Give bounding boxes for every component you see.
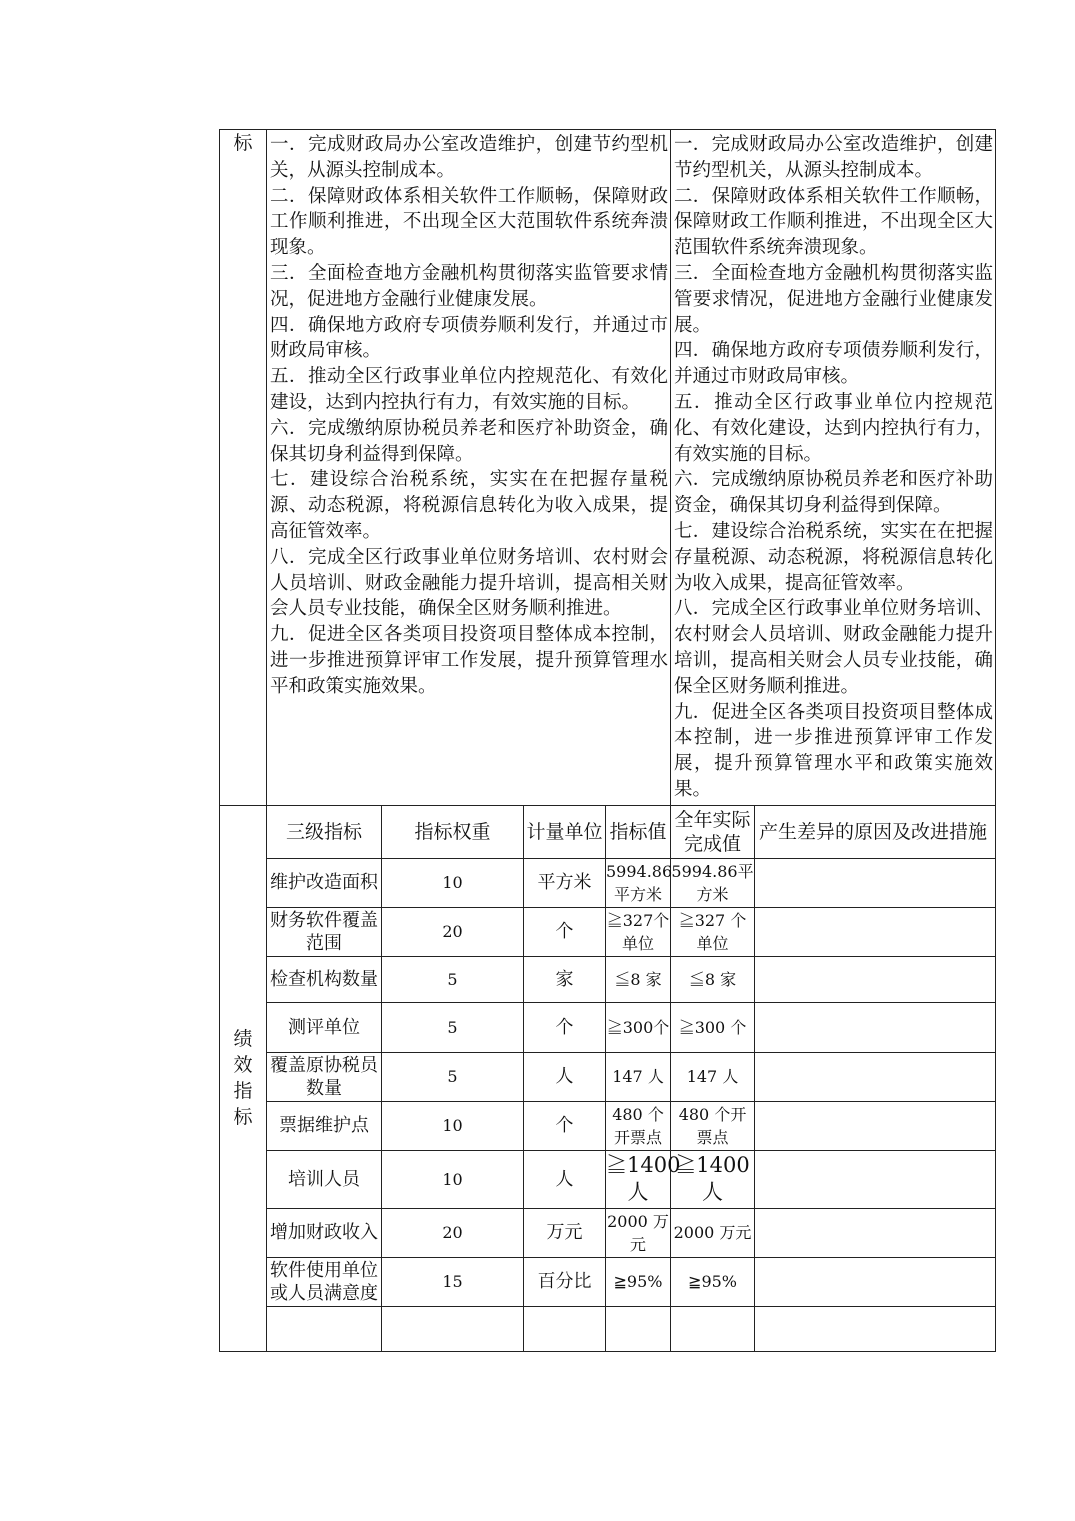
row-target: 147 人: [606, 1052, 671, 1101]
row-target: ≧327个单位: [606, 907, 671, 956]
row-weight: 5: [382, 1052, 524, 1101]
row-target: [606, 1306, 671, 1351]
row-name: 维护改造面积: [267, 858, 382, 907]
row-target: ≧300个: [606, 1002, 671, 1052]
row-unit: 个: [524, 907, 606, 956]
row-actual: 480 个开票点: [671, 1101, 755, 1150]
row-actual: ≧95%: [671, 1257, 755, 1306]
row-name: 票据维护点: [267, 1101, 382, 1150]
row-weight: 10: [382, 1101, 524, 1150]
header-reason: 产生差异的原因及改进措施: [755, 805, 996, 858]
row-reason: [755, 1306, 996, 1351]
row-target: ≦8 家: [606, 956, 671, 1002]
header-actual: 全年实际完成值: [671, 805, 755, 858]
goal-actual-2: 二．保障财政体系相关软件工作顺畅，保障财政工作顺利推进，不出现全区大范围软件系统奔溃现象。: [674, 185, 994, 259]
row-reason: [755, 1002, 996, 1052]
row-actual: ≧300 个: [671, 1002, 755, 1052]
table-row: [220, 1306, 996, 1351]
goal-planned-7: 七．建设综合治税系统，实实在在把握存量税源、动态税源，将税源信息转化为收入成果，提高征管效率。: [270, 469, 669, 542]
row-actual: ≧327 个单位: [671, 907, 755, 956]
row-weight: 10: [382, 858, 524, 907]
row-name: 培训人员: [267, 1150, 382, 1208]
row-reason: [755, 1257, 996, 1306]
goal-actual-7: 七．建设综合治税系统，实实在在把握存量税源、动态税源，将税源信息转化为收入成果，提高征管效率。: [674, 520, 994, 594]
header-target: 指标值: [606, 805, 671, 858]
row-unit: 万元: [524, 1208, 606, 1257]
row-reason: [755, 907, 996, 956]
table-row: [220, 956, 996, 1002]
row-unit: [524, 1306, 606, 1351]
goal-actual-4: 四．确保地方政府专项债券顺利发行，并通过市财政局审核。: [674, 340, 994, 388]
row-target: ≧95%: [606, 1257, 671, 1306]
goal-actual-5: 五．推动全区行政事业单位内控规范化、有效化建设，达到内控执行有力，有效实施的目标。: [674, 391, 994, 465]
row-reason: [755, 1208, 996, 1257]
row-name: 检查机构数量: [267, 956, 382, 1002]
row-unit: 人: [524, 1052, 606, 1101]
row-name: 测评单位: [267, 1002, 382, 1052]
row-reason: [755, 956, 996, 1002]
row-name: 财务软件覆盖范围: [267, 907, 382, 956]
row-unit: 家: [524, 956, 606, 1002]
row-reason: [755, 1150, 996, 1208]
row-weight: 5: [382, 1002, 524, 1052]
table-row: [220, 1101, 996, 1150]
row-unit: 个: [524, 1101, 606, 1150]
row-name: 软件使用单位或人员满意度: [267, 1257, 382, 1306]
goal-planned-1: 一．完成财政局办公室改造维护，创建节约型机关，从源头控制成本。: [270, 134, 669, 181]
goal-planned-4: 四．确保地方政府专项债券顺利发行，并通过市财政局审核。: [270, 314, 669, 362]
row-unit: 个: [524, 1002, 606, 1052]
goals-row: [220, 130, 996, 806]
table-row: [220, 1052, 996, 1101]
goal-actual-9: 九．促进全区各类项目投资项目整体成本控制，进一步推进预算评审工作发展，提升预算管理水平和政策实施效果。: [674, 701, 994, 800]
row-weight: [382, 1306, 524, 1351]
goal-planned-9: 九．促进全区各类项目投资项目整体成本控制，进一步推进预算评审工作发展，提升预算管理水平和政策实施效果。: [270, 624, 669, 697]
table-row: [220, 858, 996, 907]
goal-planned-5: 五．推动全区行政事业单位内控规范化、有效化建设，达到内控执行有力，有效实施的目标。: [270, 366, 669, 413]
row-actual: ≧1400人: [671, 1150, 755, 1208]
row-target: 5994.86平方米: [606, 858, 671, 907]
row-unit: 人: [524, 1150, 606, 1208]
row-target: 480 个开票点: [606, 1101, 671, 1150]
header-weight: 指标权重: [382, 805, 524, 858]
goal-planned-3: 三．全面检查地方金融机构贯彻落实监管要求情况，促进地方金融行业健康发展。: [270, 262, 669, 310]
row-name: 覆盖原协税员数量: [267, 1052, 382, 1101]
header-unit: 计量单位: [524, 805, 606, 858]
row-unit: 平方米: [524, 858, 606, 907]
row-target: 2000 万元: [606, 1208, 671, 1257]
goals-planned-cell: [267, 130, 671, 806]
goal-planned-2: 二．保障财政体系相关软件工作顺畅，保障财政工作顺利推进，不出现全区大范围软件系统奔溃现象。: [270, 185, 669, 259]
row-reason: [755, 1052, 996, 1101]
goal-planned-6: 六．完成缴纳原协税员养老和医疗补助资金，确保其切身利益得到保障。: [270, 417, 669, 465]
row-name: [267, 1306, 382, 1351]
table-row: [220, 907, 996, 956]
table-row: [220, 1150, 996, 1208]
row-actual: 147 人: [671, 1052, 755, 1101]
goals-row-label: 标: [220, 130, 267, 806]
row-unit: 百分比: [524, 1257, 606, 1306]
row-name: 增加财政收入: [267, 1208, 382, 1257]
table-row: [220, 1208, 996, 1257]
header-row: [220, 805, 996, 858]
header-name: 三级指标: [267, 805, 382, 858]
row-actual: ≦8 家: [671, 956, 755, 1002]
row-actual: 5994.86平方米: [671, 858, 755, 907]
goal-actual-3: 三．全面检查地方金融机构贯彻落实监管要求情况，促进地方金融行业健康发展。: [674, 262, 994, 336]
goals-actual-cell: [671, 130, 996, 806]
goal-planned-8: 八．完成全区行政事业单位财务培训、农村财会人员培训、财政金融能力提升培训，提高相关财会人员专业技能，确保全区财务顺利推进。: [270, 546, 669, 620]
goal-actual-1: 一．完成财政局办公室改造维护，创建节约型机关，从源头控制成本。: [674, 134, 994, 181]
row-target: ≧1400人: [606, 1150, 671, 1208]
row-weight: 15: [382, 1257, 524, 1306]
performance-table: [219, 129, 996, 1352]
goal-actual-6: 六．完成缴纳原协税员养老和医疗补助资金，确保其切身利益得到保障。: [674, 469, 994, 517]
row-weight: 10: [382, 1150, 524, 1208]
row-actual: [671, 1306, 755, 1351]
perf-label: 绩效指标: [233, 1028, 253, 1129]
row-reason: [755, 858, 996, 907]
goal-actual-8: 八．完成全区行政事业单位财务培训、农村财会人员培训、财政金融能力提升培训，提高相关财会人员专业技能，确保全区财务顺利推进。: [674, 598, 994, 697]
table-row: [220, 1257, 996, 1306]
row-weight: 5: [382, 956, 524, 1002]
row-weight: 20: [382, 1208, 524, 1257]
table-row: [220, 1002, 996, 1052]
perf-label-cell: [220, 805, 267, 1351]
row-actual: 2000 万元: [671, 1208, 755, 1257]
row-reason: [755, 1101, 996, 1150]
row-weight: 20: [382, 907, 524, 956]
